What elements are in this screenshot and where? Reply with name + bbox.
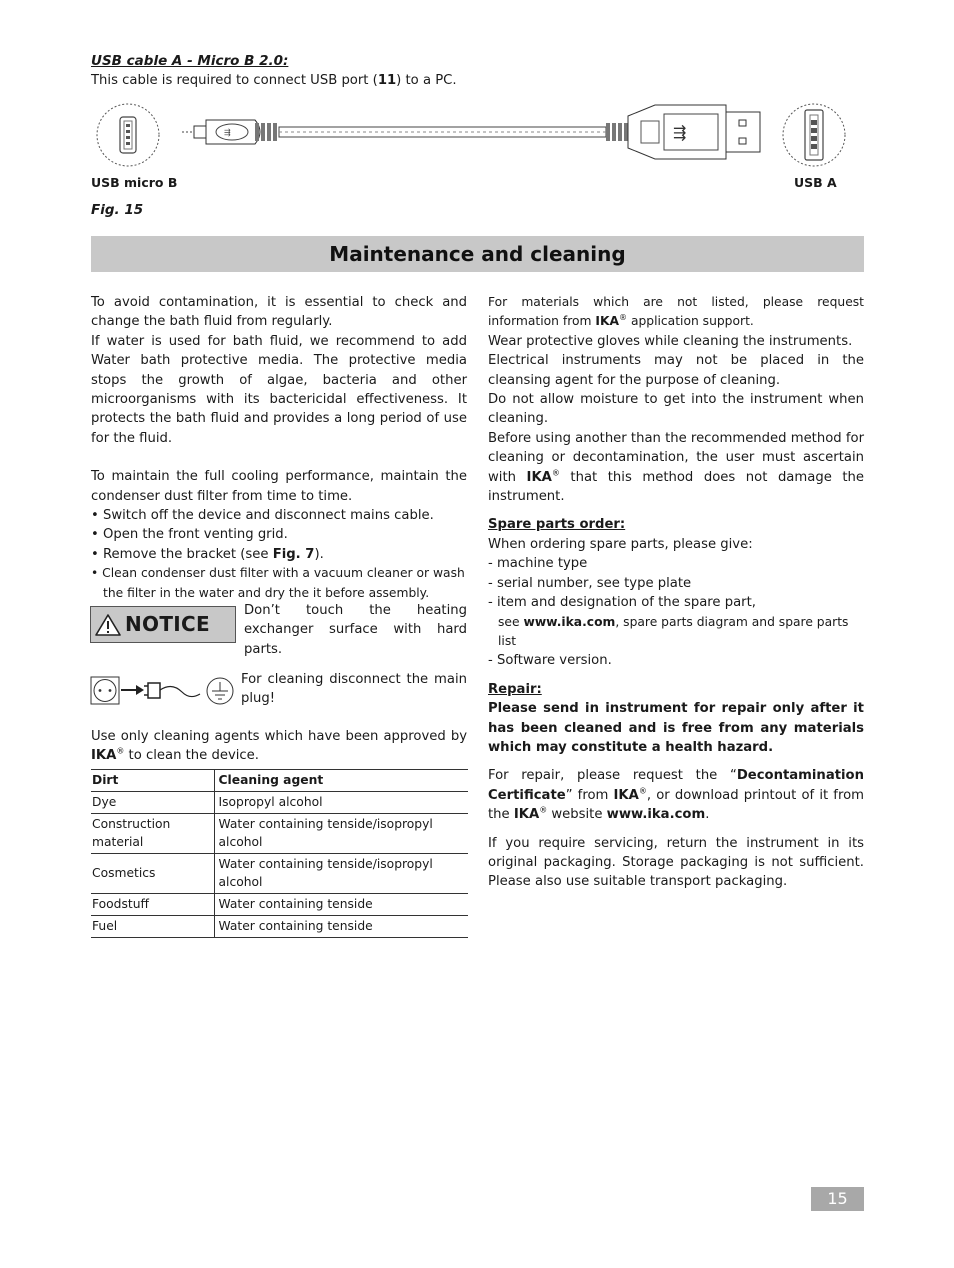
left-column xyxy=(91,293,467,603)
bullet-switch-off: • Switch off the device and disconnect mains cable. xyxy=(91,508,434,524)
table-header-row xyxy=(91,770,468,792)
table-cell-agent: Water containing tenside/isopropyl alcohol xyxy=(214,854,468,894)
table-cell-agent: Water containing tenside/isopropyl alcohol xyxy=(214,814,468,854)
disconnect-plug-icon xyxy=(90,674,236,706)
usb-cable-heading: USB cable A - Micro B 2.0: xyxy=(91,53,289,69)
repair-heading: Repair: xyxy=(488,681,542,697)
svg-text:⇶: ⇶ xyxy=(224,128,231,137)
spare-parts-heading: Spare parts order: xyxy=(488,517,626,533)
table-cell-dirt: Construction material xyxy=(91,814,214,854)
spare-parts-item: - serial number, see type plate xyxy=(488,575,692,591)
table-header-agent: Cleaning agent xyxy=(214,770,468,792)
table-cell-dirt: Dye xyxy=(91,792,214,814)
repair-paragraph: For repair, please request the “Decontamination Certificate” from IKA®, or download printout of it from the IKA® website www.ika.com. xyxy=(488,768,864,823)
table-cell-dirt: Cosmetics xyxy=(91,854,214,894)
usb-micro-b-plug-icon xyxy=(182,120,277,144)
table-cell-agent: Isopropyl alcohol xyxy=(214,792,468,814)
table-row xyxy=(91,814,468,854)
spare-parts-reference: see www.ika.com, spare parts diagram and spare parts list xyxy=(498,614,849,648)
bullet-open-grid: • Open the front venting grid. xyxy=(91,527,288,543)
table-row xyxy=(91,854,468,894)
table-row xyxy=(91,894,468,916)
usb-cable-description: This cable is required to connect USB port (11) to a PC. xyxy=(91,73,457,88)
bullet-remove-bracket: • Remove the bracket (see Fig. 7). xyxy=(91,546,324,562)
table-cell-agent: Water containing tenside xyxy=(214,916,468,938)
ika-website-link[interactable]: www.ika.com xyxy=(606,807,706,823)
svg-text:⇶: ⇶ xyxy=(673,123,687,142)
warning-triangle-icon xyxy=(95,613,121,637)
spare-parts-item: - Software version. xyxy=(488,653,612,669)
usb-a-label: USB A xyxy=(794,175,837,190)
cooling-paragraph: To maintain the full cooling performance, maintain the condenser dust filter from time to time. xyxy=(91,469,467,504)
servicing-paragraph: If you require servicing, return the instrument in its original packaging. Storage packaging is not sufficient. Please also use suitable transport packaging. xyxy=(488,835,864,890)
table-row xyxy=(91,792,468,814)
page-number: 15 xyxy=(811,1187,864,1211)
table-cell-agent: Water containing tenside xyxy=(214,894,468,916)
bullet-clean-filter: • Clean condenser dust filter with a vacuum cleaner or wash the filter in the water and dry the it before assembly. xyxy=(91,566,465,600)
cleaning-agents-intro: Use only cleaning agents which have been approved by IKA® to clean the device. xyxy=(91,729,467,764)
table-cell-dirt: Fuel xyxy=(91,916,214,938)
protective-media-paragraph: If water is used for bath fluid, we recommend to add Water bath protective media. The protective media stops the growth of algae, bacteria and other microorganisms with its bactericidal effectiveness. It protects the bath fluid and provides a long period of use for the fluid. xyxy=(91,333,467,446)
ika-website-link[interactable]: www.ika.com xyxy=(523,614,616,629)
spare-parts-item: - item and designation of the spare part, xyxy=(488,595,756,611)
table-row xyxy=(91,916,468,938)
usb-micro-b-socket-icon xyxy=(97,104,159,166)
moisture-paragraph: Do not allow moisture to get into the instrument when cleaning. xyxy=(488,392,864,427)
bath-fluid-paragraph: To avoid contamination, it is essential to check and change the bath fluid from regularly. xyxy=(91,295,467,330)
disconnect-plug-block xyxy=(90,670,467,710)
spare-parts-item: - machine type xyxy=(488,556,588,572)
usb-a-plug-icon xyxy=(606,105,760,159)
materials-paragraph: For materials which are not listed, please request information from IKA® application support. xyxy=(488,295,864,329)
method-paragraph: Before using another than the recommended method for cleaning or decontamination, the user must ascertain with IKA® that this method does not damage the instrument. xyxy=(488,430,864,505)
repair-warning: Please send in instrument for repair only after it has been cleaned and is free from any materials which may constitute a health hazard. xyxy=(488,701,864,755)
table-cell-dirt: Foodstuff xyxy=(91,894,214,916)
notice-text: Don’t touch the heating exchanger surface with hard parts. xyxy=(244,603,467,657)
gloves-paragraph: Wear protective gloves while cleaning the instruments. xyxy=(488,333,853,349)
electrical-paragraph: Electrical instruments may not be placed in the cleansing agent for the purpose of cleaning. xyxy=(488,353,864,388)
section-title: Maintenance and cleaning xyxy=(329,242,626,266)
spare-parts-intro: When ordering spare parts, please give: xyxy=(488,536,753,552)
cleaning-agents-table xyxy=(91,769,468,938)
notice-block xyxy=(90,601,467,657)
right-column xyxy=(488,293,864,892)
notice-badge xyxy=(90,606,236,643)
usb-cable-illustration xyxy=(90,100,860,170)
figure-caption: Fig. 15 xyxy=(91,202,144,218)
section-title-bar xyxy=(91,236,864,272)
notice-label: NOTICE xyxy=(125,611,210,636)
table-header-dirt: Dirt xyxy=(91,770,214,792)
usb-micro-b-label: USB micro B xyxy=(91,175,178,190)
disconnect-plug-text: For cleaning disconnect the main plug! xyxy=(241,672,467,707)
usb-a-socket-icon xyxy=(783,104,845,166)
